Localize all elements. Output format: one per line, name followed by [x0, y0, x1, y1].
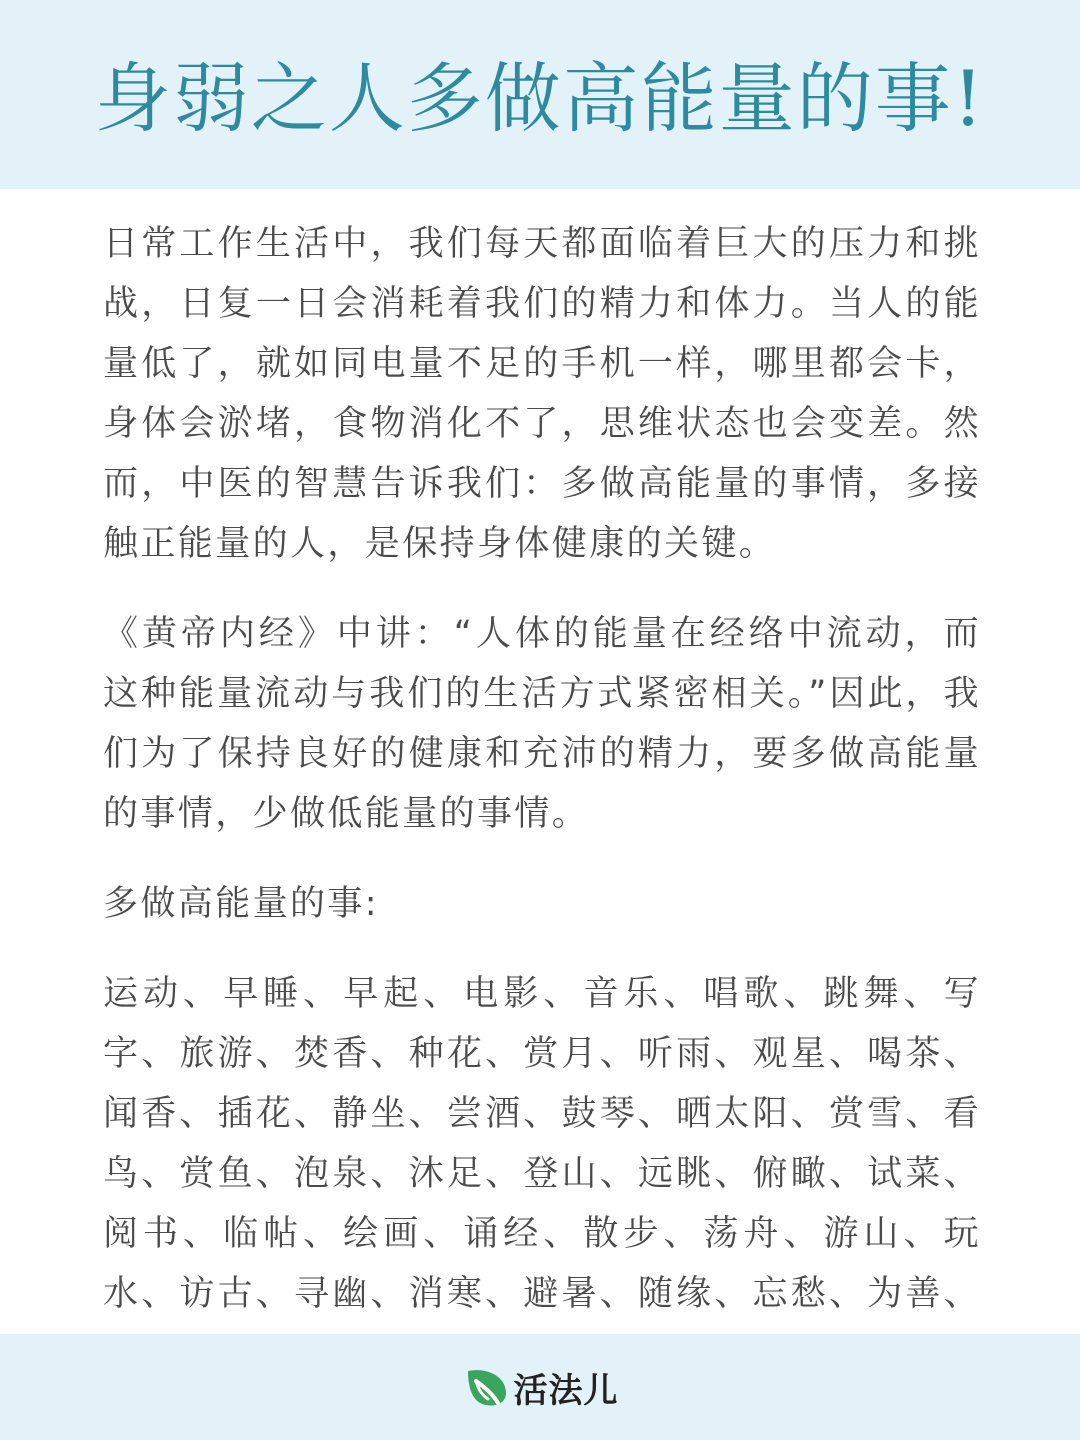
brand-name: 活法儿 [513, 1370, 619, 1411]
brand-logo [462, 1363, 619, 1412]
article-paragraph-intro: 日常工作生活中，我们每天都面临着巨大的压力和挑战，日复一日会消耗着我们的精力和体力。当人的能量低了，就如同电量不足的手机一样，哪里都会卡，身体会淤堵，食物消化不了，思维状态也会变差。然而，中医的智慧告诉我们：多做高能量的事情，多接触正能量的人，是保持身体健康的关键。 [103, 224, 981, 564]
header-banner [0, 0, 1080, 189]
list-heading: 多做高能量的事: [103, 884, 379, 924]
leaf-icon [462, 1363, 510, 1411]
footer-banner [0, 1334, 1080, 1440]
article-body [103, 214, 981, 1384]
activity-list: 运动、早睡、早起、电影、音乐、唱歌、跳舞、写字、旅游、焚香、种花、赏月、听雨、观星、喝茶、闻香、插花、静坐、尝酒、鼓琴、晒太阳、赏雪、看鸟、赏鱼、泡泉、沐足、登山、远眺、俯瞰、试菜、阅书、临帖、绘画、诵经、散步、荡舟、游山、玩水、访古、寻幽、消寒、避暑、随缘、忘愁、为善、 [103, 974, 981, 1314]
article-paragraph-quote: 《黄帝内经》中讲：“人体的能量在经络中流动，而这种能量流动与我们的生活方式紧密相关。”因此，我们为了保持良好的健康和充沛的精力，要多做高能量的事情，少做低能量的事情。 [103, 614, 981, 834]
page-title: 身弱之人多做高能量的事! [94, 54, 986, 143]
